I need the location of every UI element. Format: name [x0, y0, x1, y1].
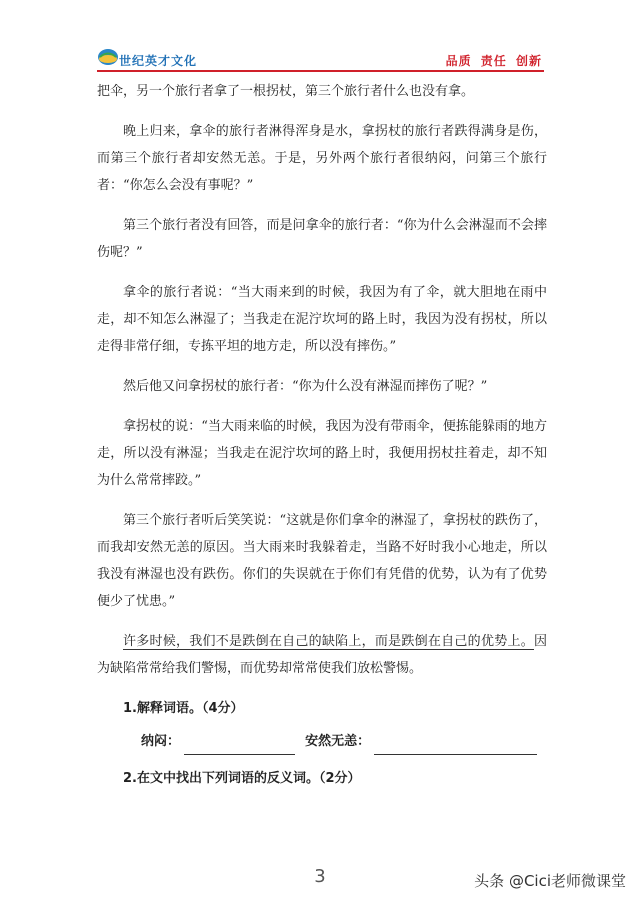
page-header	[97, 46, 544, 74]
watermark: 头条 @Cici老师微课堂	[474, 872, 626, 890]
answer-blank[interactable]	[184, 741, 295, 755]
motto-word: 品质	[445, 54, 472, 68]
answer-blank[interactable]	[374, 741, 537, 755]
paragraph: 把伞，另一个旅行者拿了一根拐杖，第三个旅行者什么也没有拿。	[97, 84, 475, 99]
motto-word: 创新	[515, 54, 542, 68]
paragraph: 拿拐杖的说：“当大雨来临的时候，我因为没有带雨伞，便拣能躲雨的地方走，所以没有淋湿；当我走在泥泞坎坷的路上时，我便用拐杖拄着走，却不知为什么常常摔跤。”	[97, 419, 547, 488]
underlined-sentence: 许多时候，我们不是跌倒在自己的缺陷上，而是跌倒在自己的优势上。	[123, 634, 534, 649]
paragraph: 第三个旅行者听后笑笑说：“这就是你们拿伞的淋湿了，拿拐杖的跌伤了，而我却安然无恙的原因。当大雨来时我躲着走，当路不好时我小心地走，所以我没有淋湿也没有跌伤。你们的失误就在于你们有凭借的优势，认为有了优势便少了忧患。”	[97, 513, 547, 609]
paragraph: 第三个旅行者没有回答，而是问拿伞的旅行者：“你为什么会淋湿而不会摔伤呢？”	[97, 218, 547, 260]
paragraph: 然后他又问拿拐杖的旅行者：“你为什么没有淋湿而摔伤了呢？”	[123, 379, 488, 394]
header-motto	[442, 52, 542, 69]
motto-word: 责任	[480, 54, 507, 68]
brand-name: 世纪英才文化	[119, 54, 198, 68]
paragraph: 晚上归来，拿伞的旅行者淋得浑身是水，拿拐杖的旅行者跌得满身是伤，而第三个旅行者却安然无恙。于是，另外两个旅行者很纳闷，问第三个旅行者：“你怎么会没有事呢？”	[97, 124, 547, 193]
question-2: 2.在文中找出下列词语的反义词。（2分）	[123, 771, 361, 786]
header-divider	[97, 70, 544, 72]
paragraph-conclusion	[97, 628, 547, 682]
term-label: 纳闷：	[141, 734, 181, 749]
sentence: 因为缺陷常常给我们警惕，而优势却常常使我们放松警惕。	[97, 634, 547, 676]
definition-row	[97, 728, 547, 755]
article-body	[97, 78, 547, 792]
term-label: 安然无恙：	[305, 734, 371, 749]
logo-globe-icon	[97, 48, 119, 66]
paragraph: 拿伞的旅行者说：“当大雨来到的时候，我因为有了伞，就大胆地在雨中走，却不知怎么淋湿了；当我走在泥泞坎坷的路上时，我因为没有拐杖，所以走得非常仔细，专拣平坦的地方走，所以没有摔伤。”	[97, 285, 547, 354]
question-1: 1.解释词语。（4分）	[123, 701, 244, 716]
page-number: 3	[314, 866, 326, 887]
